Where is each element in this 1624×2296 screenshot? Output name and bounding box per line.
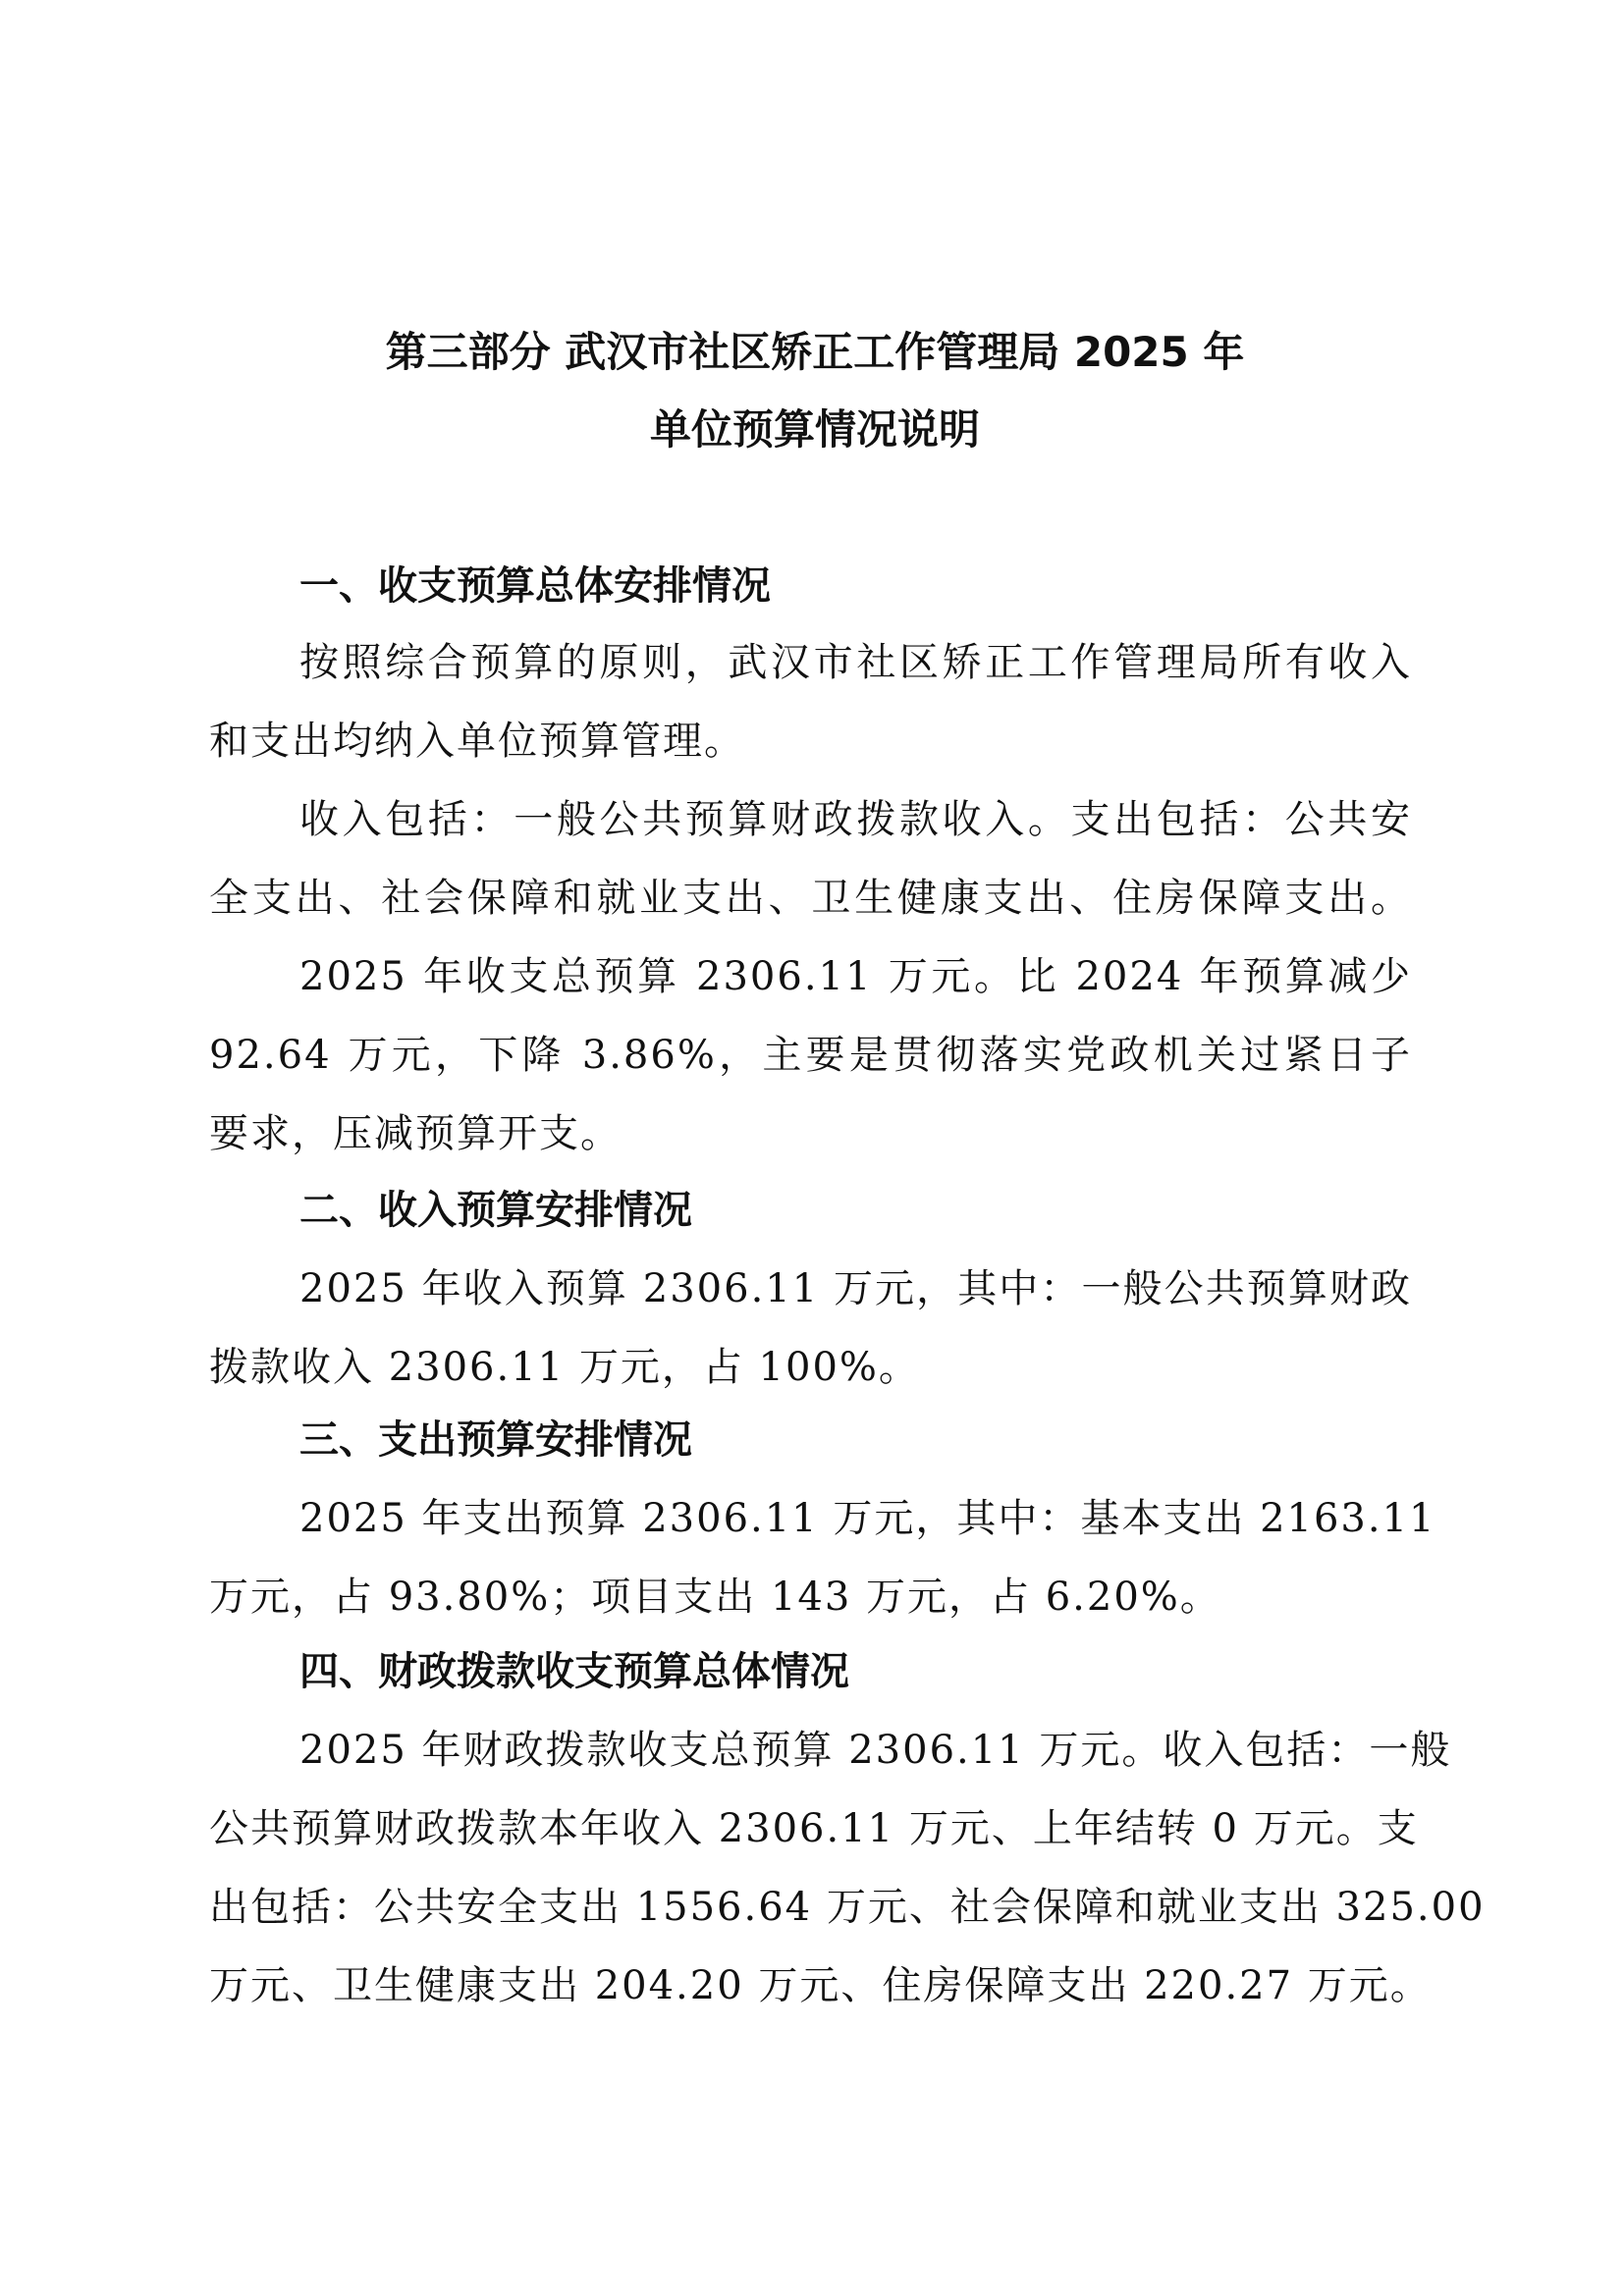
paragraph-line: 公共预算财政拨款本年收入 2306.11 万元、上年结转 0 万元。支 (209, 1806, 1419, 1851)
paragraph-line: 2025 年财政拨款收支总预算 2306.11 万元。收入包括：一般 (299, 1728, 1452, 1773)
paragraph-line: 全支出、社会保障和就业支出、卫生健康支出、住房保障支出。 (209, 876, 1412, 921)
section-heading-2: 二、收入预算安排情况 (299, 1188, 692, 1233)
paragraph-line: 拨款收入 2306.11 万元，占 100%。 (209, 1345, 920, 1390)
paragraph-line: 2025 年支出预算 2306.11 万元，其中：基本支出 2163.11 (299, 1496, 1436, 1541)
paragraph-line: 按照综合预算的原则，武汉市社区矫正工作管理局所有收入 (299, 640, 1412, 685)
paragraph-line: 要求，压减预算开支。 (209, 1111, 622, 1156)
paragraph-line: 2025 年收入预算 2306.11 万元，其中：一般公共预算财政 (299, 1266, 1412, 1311)
paragraph-line: 2025 年收支总预算 2306.11 万元。比 2024 年预算减少 (299, 954, 1412, 999)
document-title-line-2: 单位预算情况说明 (649, 405, 980, 454)
paragraph-line: 92.64 万元，下降 3.86%，主要是贯彻落实党政机关过紧日子 (209, 1033, 1412, 1078)
section-heading-3: 三、支出预算安排情况 (299, 1417, 692, 1463)
paragraph-line: 万元，占 93.80%；项目支出 143 万元，占 6.20%。 (209, 1575, 1221, 1620)
section-heading-1: 一、收支预算总体安排情况 (299, 563, 771, 609)
section-heading-4: 四、财政拨款收支预算总体情况 (299, 1649, 849, 1694)
document-title-line-1: 第三部分 武汉市社区矫正工作管理局 2025 年 (385, 328, 1245, 376)
paragraph-line: 出包括：公共安全支出 1556.64 万元、社会保障和就业支出 325.00 (209, 1885, 1486, 1930)
paragraph-line: 万元、卫生健康支出 204.20 万元、住房保障支出 220.27 万元。 (209, 1963, 1432, 2008)
paragraph-line: 收入包括：一般公共预算财政拨款收入。支出包括：公共安 (299, 797, 1412, 842)
paragraph-line: 和支出均纳入单位预算管理。 (209, 719, 745, 764)
